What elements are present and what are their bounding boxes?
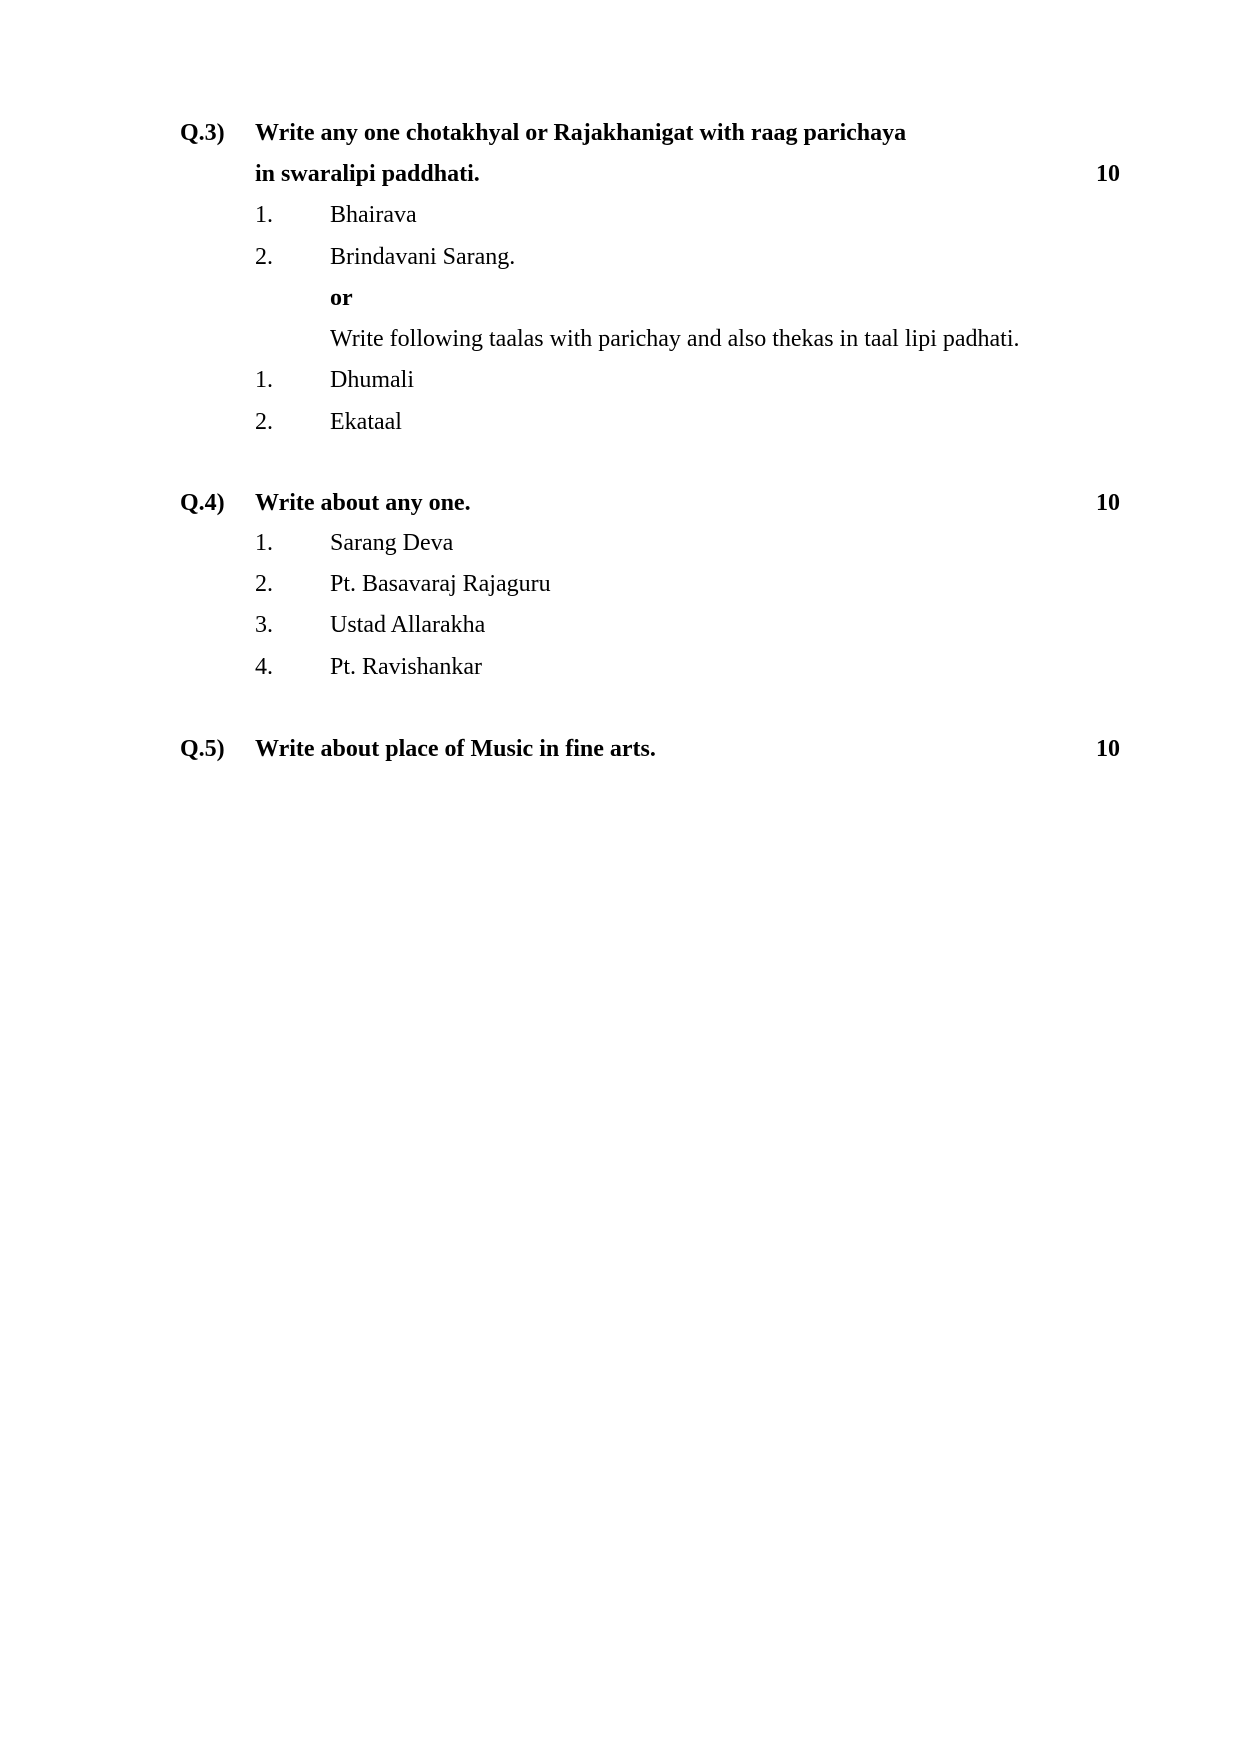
q3-alt-item-1-text: Dhumali [330, 367, 414, 393]
q4-marks: 10 [1096, 490, 1120, 516]
q3-alt-item-1-num: 1. [255, 367, 273, 393]
q3-alt-item-2-text: Ekataal [330, 409, 402, 435]
q3-item-2-text: Brindavani Sarang. [330, 244, 516, 270]
q4-item-4-text: Pt. Ravishankar [330, 654, 482, 680]
q3-alt-text: Write following taalas with parichay and also thekas in taal lipi padhati. [330, 326, 1020, 352]
q3-text-line1: Write any one chotakhyal or Rajakhanigat with raag parichaya [255, 120, 907, 146]
q4-number: Q.4) [180, 490, 225, 516]
q3-item-2-num: 2. [255, 244, 273, 270]
q3-text-line2: in swaralipi paddhati. [255, 161, 480, 187]
q4-item-4-num: 4. [255, 654, 273, 680]
q4-item-2-text: Pt. Basavaraj Rajaguru [330, 571, 551, 597]
q4-item-2-num: 2. [255, 571, 273, 597]
q5-marks: 10 [1096, 736, 1120, 762]
q3-or-label: or [330, 285, 353, 311]
q4-item-1-text: Sarang Deva [330, 530, 454, 556]
q4-item-1-num: 1. [255, 530, 273, 556]
q3-item-1-text: Bhairava [330, 202, 417, 228]
q3-number: Q.3) [180, 120, 225, 146]
q5-number: Q.5) [180, 736, 225, 762]
q5-text: Write about place of Music in fine arts. [255, 736, 656, 762]
q4-text: Write about any one. [255, 490, 471, 516]
q3-alt-item-2-num: 2. [255, 409, 273, 435]
q3-item-1-num: 1. [255, 202, 273, 228]
q4-item-3-num: 3. [255, 612, 273, 638]
q3-marks: 10 [1096, 161, 1120, 187]
q4-item-3-text: Ustad Allarakha [330, 612, 486, 638]
